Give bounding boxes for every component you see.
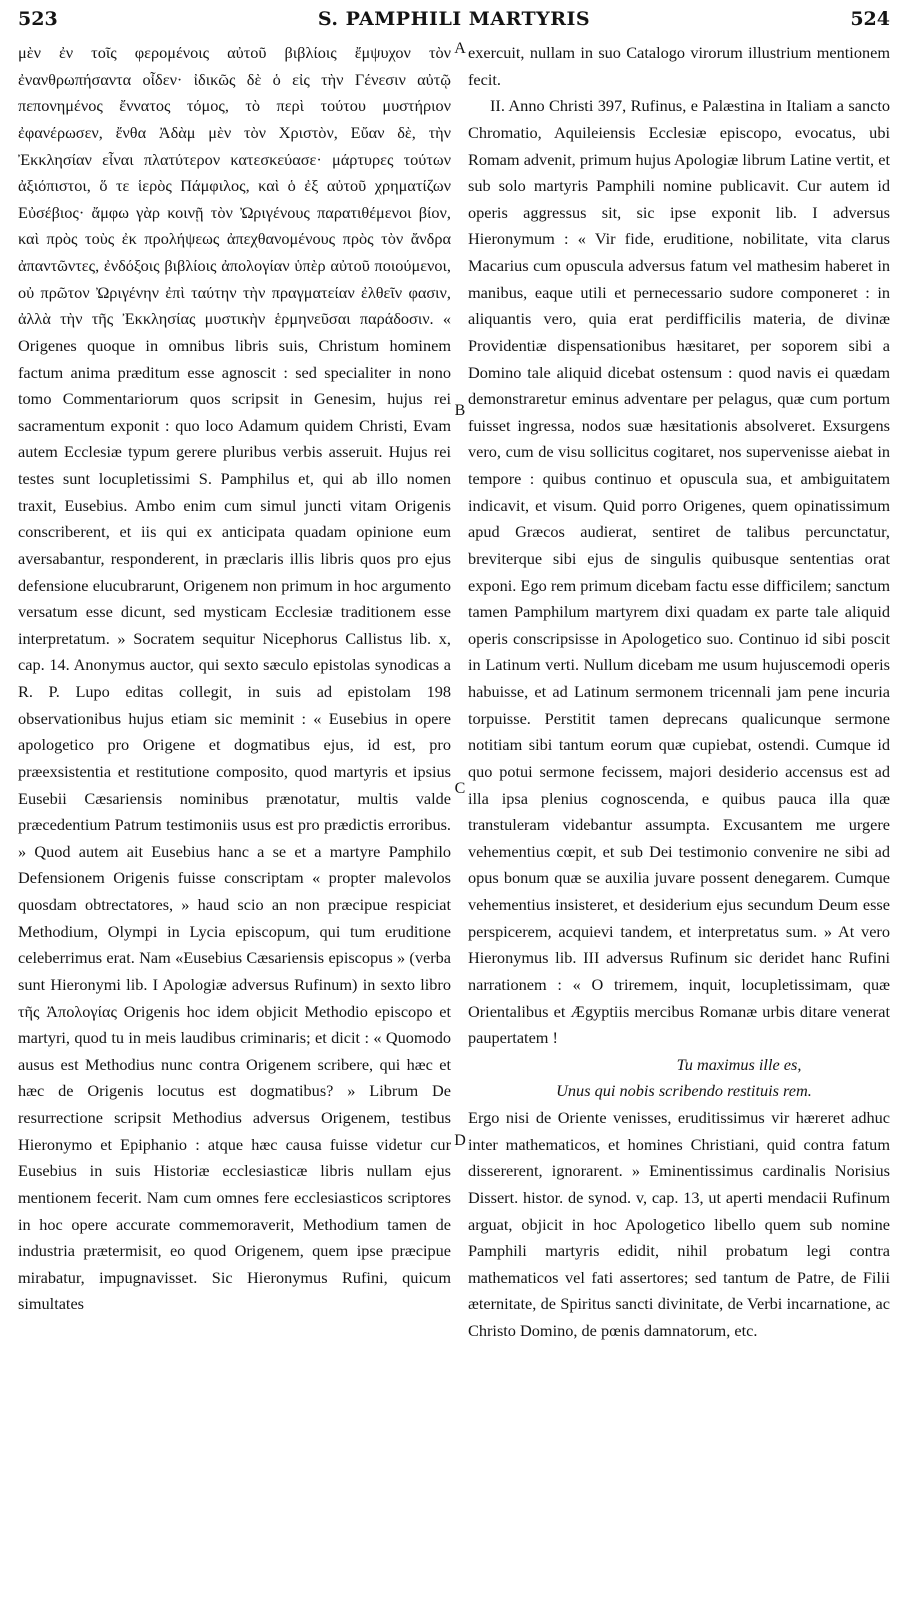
page-number-left: 523 bbox=[18, 8, 58, 30]
right-column bbox=[468, 40, 890, 1345]
running-title: S. PAMPHILI MARTYRIS bbox=[317, 8, 591, 30]
left-column-text: μὲν ἐν τοῖς φερομένοις αὐτοῦ βιβλίοις ἔμψυχον τὸν ἐνανθρωπήσαντα οἶδεν· ἰδικῶς δὲ ὁ εἰς τὴν Γένεσιν αὐτῷ πεπονημένος ἔννατος τόμος, τὸ περὶ τούτου μυστήριον ἐφανέρωσεν, ἔνθα Ἀδὰμ μὲν τὸν Χριστὸν, Εὔαν δὲ, τὴν Ἐκκλησίαν εἶναι πλατύτερον κατεσκεύασε· μάρτυρες τούτων ἀξιόπιστοι, ὅ τε ἱερὸς Πάμφιλος, καὶ ὁ ἐξ αὐτοῦ χρηματίζων Εὐσέβιος· ἄμφω γὰρ κοινῇ τὸν Ὠριγένους παρατιθέμενοι βίον, καὶ πρὸς τοὺς ἐκ προλήψεως ἀπεχθανομένους πρὸς τὸν ἄνδρα ἀπαντῶντες, ἐνδόξοις βιβλίοις ἀπολογίαν ὑπὲρ αὐτοῦ ποιούμενοι, οὐ πρῶτον Ὠριγένην ἐπὶ ταύτην τὴν πραγματείαν ἐλθεῖν φασιν, ἀλλὰ τὴν τῆς Ἐκκλησίας μυστικὴν ἑρμηνεῦσαι παράδοσιν. « Origenes quoque in omnibus libris suis, Christum hominem factum anima præditum esse agnoscit : sed specialiter in nono tomo Commentariorum quos scripsit in Genesim, hujus rei sacramentum exponit : quo loco Adamum quidem Christi, Evam autem Ecclesiæ typum gerere pluribus verbis asseruit. Hujus rei testes sunt locupletissimi S. Pamphilus et, qui ab illo nomen traxit, Eusebius. Ambo enim cum simul juncti vitam Origenis conscriberent, et iis qui ex anticipata quadam opinione eum aversabantur, responderent, in præclaris illis libris quos pro ejus defensione elucubrarunt, Origenem non primum in hoc argumento versatum esse dicunt, sed mysticam Ecclesiæ traditionem esse interpretatum. » Socratem sequitur Nicephorus Callistus lib. x, cap. 14. Anonymus auctor, qui sexto sæculo epistolas synodicas a R. P. Lupo editas collegit, in suis ad epistolam 198 observationibus hujus etiam sic meminit : « Eusebius in opere apologetico pro Origene et dogmatibus ejus, id est, pro præexsistentia et restitutione composito, quod martyris et ipsius Eusebii Cæsariensis nominibus prænotatur, multis valde præcedentium Patrum testimoniis usus est pro prædictis erroribus. » Quod autem ait Eusebius hanc a se et a martyre Pamphilo Defensionem Origenis fuisse conscriptam « propter malevolos quosdam obtrectatores, » haud scio an non præcipue respiciat Methodium, Olympi in Lycia episcopum, qui tum eruditione celeberrimus erat. Nam «Eusebius Cæsariensis episcopus » (verba sunt Hieronymi lib. I Apologiæ adversus Rufinum) in sexto libro τῆς Ἀπολογίας Origenis hoc idem objicit Methodio episcopo et martyri, quod tu in meis laudibus criminaris; et dicit : « Quomodo ausus est Methodius nunc contra Origenem scribere, qui hæc et hæc de Origenis locutus est dogmatibus? » Librum De resurrectione scripsit Methodius adversus Origenem, testibus Hieronymo et Epiphanio : atque hæc causa fuisse videtur cur Eusebius in suis Historiæ ecclesiasticæ libris nullam ejus mentionem fecerit. Nam cum omnes fere ecclesiasticos scriptores in hoc opere accurate commemoraverit, Methodium tamen de industria prætermisit, eo quod Origenem, quem ipse præcipue mirabatur, impugnavisset. Sic Hieronymus Rufini, quicum simultates bbox=[18, 43, 451, 1314]
right-paragraph-2: II. Anno Christi 397, Rufinus, e Palæstina in Italiam a sancto Chromatio, Aquileiensis Ecclesiæ episcopo, evocatus, ubi Romam advenit, primum hujus Apologiæ librum Latine vertit, et sub solo martyris Pamphili nomine publicavit. Cur autem id operis aggressus sit, sic ipse exponit lib. I adversus Hieronymum : « Vir fide, eruditione, nobilitate, vita clarus Macarius cum opuscula adversus fatum vel mathesim haberet in manibus, eaque utili et pernecessario sudore componeret : in aliquantis vero, quia erat perdifficilis materia, de divinæ Providentiæ dispensationibus hæsitaret, per soporem sibi a Domino tale aliquid dicebat ostensum : quod navis ei quædam demonstraretur eminus adventare per pelagus, quæ cum portum fuisset ingressa, nodos suæ hæsitationis absolveret. Exsurgens vero, cum de visu sollicitus cogitaret, nos supervenisse aiebat in tempore : quibus continuo et opuscula sua, et ambiguitatem indicavit, et visum. Quid porro Origenes, quem opinatissimum apud Græcos audierat, sentiret de talibus percunctatur, breviterque sibi ejus de singulis quibusque sententias orat exponi. Ego rem primum dicebam factu esse difficilem; sanctum tamen Pamphilum martyrem dixi quadam ex parte tale aliquid operis conscripsisse in Apologetico suo. Continuo id sibi poscit in Latinum verti. Nullum dicebam me usum hujuscemodi operis habuisse, et ad Latinum sermonem tricennali jam pene incuria torpuisse. Perstitit tamen deprecans qualicunque sermone notitiam sibi tantum eorum quæ cupiebat, ostendi. Cumque id quo potui sermone fecissem, majori desiderio accensus est ad illa ipsa plenius cognoscenda, e quibus pauca illa quæ transtuleram videbantur assumpta. Excusantem me urgere vehementius cœpit, et sub Dei testimonio convenire ne sibi ad opus bonum quæ se auxilia juvare possent denegarem. Cumque vehementius insisteret, et desiderium ejus secundum Deum esse perspicerem, acquievi tandem, et interpretatus sum. » At vero Hieronymus lib. III adversus Rufinum sic deridet hanc Rufini narrationem : « O triremem, inquit, locupletissimam, quæ Orientalibus et Ægyptiis mercibus Romanæ urbis ditare venerat paupertatem ! bbox=[468, 96, 890, 1048]
margin-letter-d: D bbox=[454, 1132, 466, 1149]
left-column bbox=[18, 40, 451, 1318]
verse-line-2: Unus qui nobis scribendo restituis rem. bbox=[556, 1081, 812, 1101]
page-number-right: 524 bbox=[850, 8, 890, 30]
margin-letter-a: A bbox=[454, 40, 466, 57]
right-paragraph-1: exercuit, nullam in suo Catalogo virorum illustrium mentionem fecit. bbox=[468, 43, 890, 89]
verse-line-1: Tu maximus ille es, bbox=[676, 1054, 802, 1074]
margin-letter-b: B bbox=[454, 402, 466, 419]
running-header bbox=[18, 2, 890, 36]
right-paragraph-3: Ergo nisi de Oriente venisses, eruditissimus vir hæreret adhuc inter mathematicos, et homines Christiani, quid contra fatum dissererent, ignorarent. » Eminentissimus cardinalis Norisius Dissert. histor. de synod. v, cap. 13, ut aperti mendacii Rufinum arguat, objicit in hoc Apologetico libello quem sub nomine Pamphili martyris edidit, nihil probatum legi contra mathematicos vel fati assertores; sed tantum de Patre, de Filii æternitate, de Spiritus sancti divinitate, de Verbi incarnatione, ac Christo Domino, de pœnis damnatorum, etc. bbox=[468, 1108, 890, 1340]
margin-letter-c: C bbox=[454, 780, 466, 797]
